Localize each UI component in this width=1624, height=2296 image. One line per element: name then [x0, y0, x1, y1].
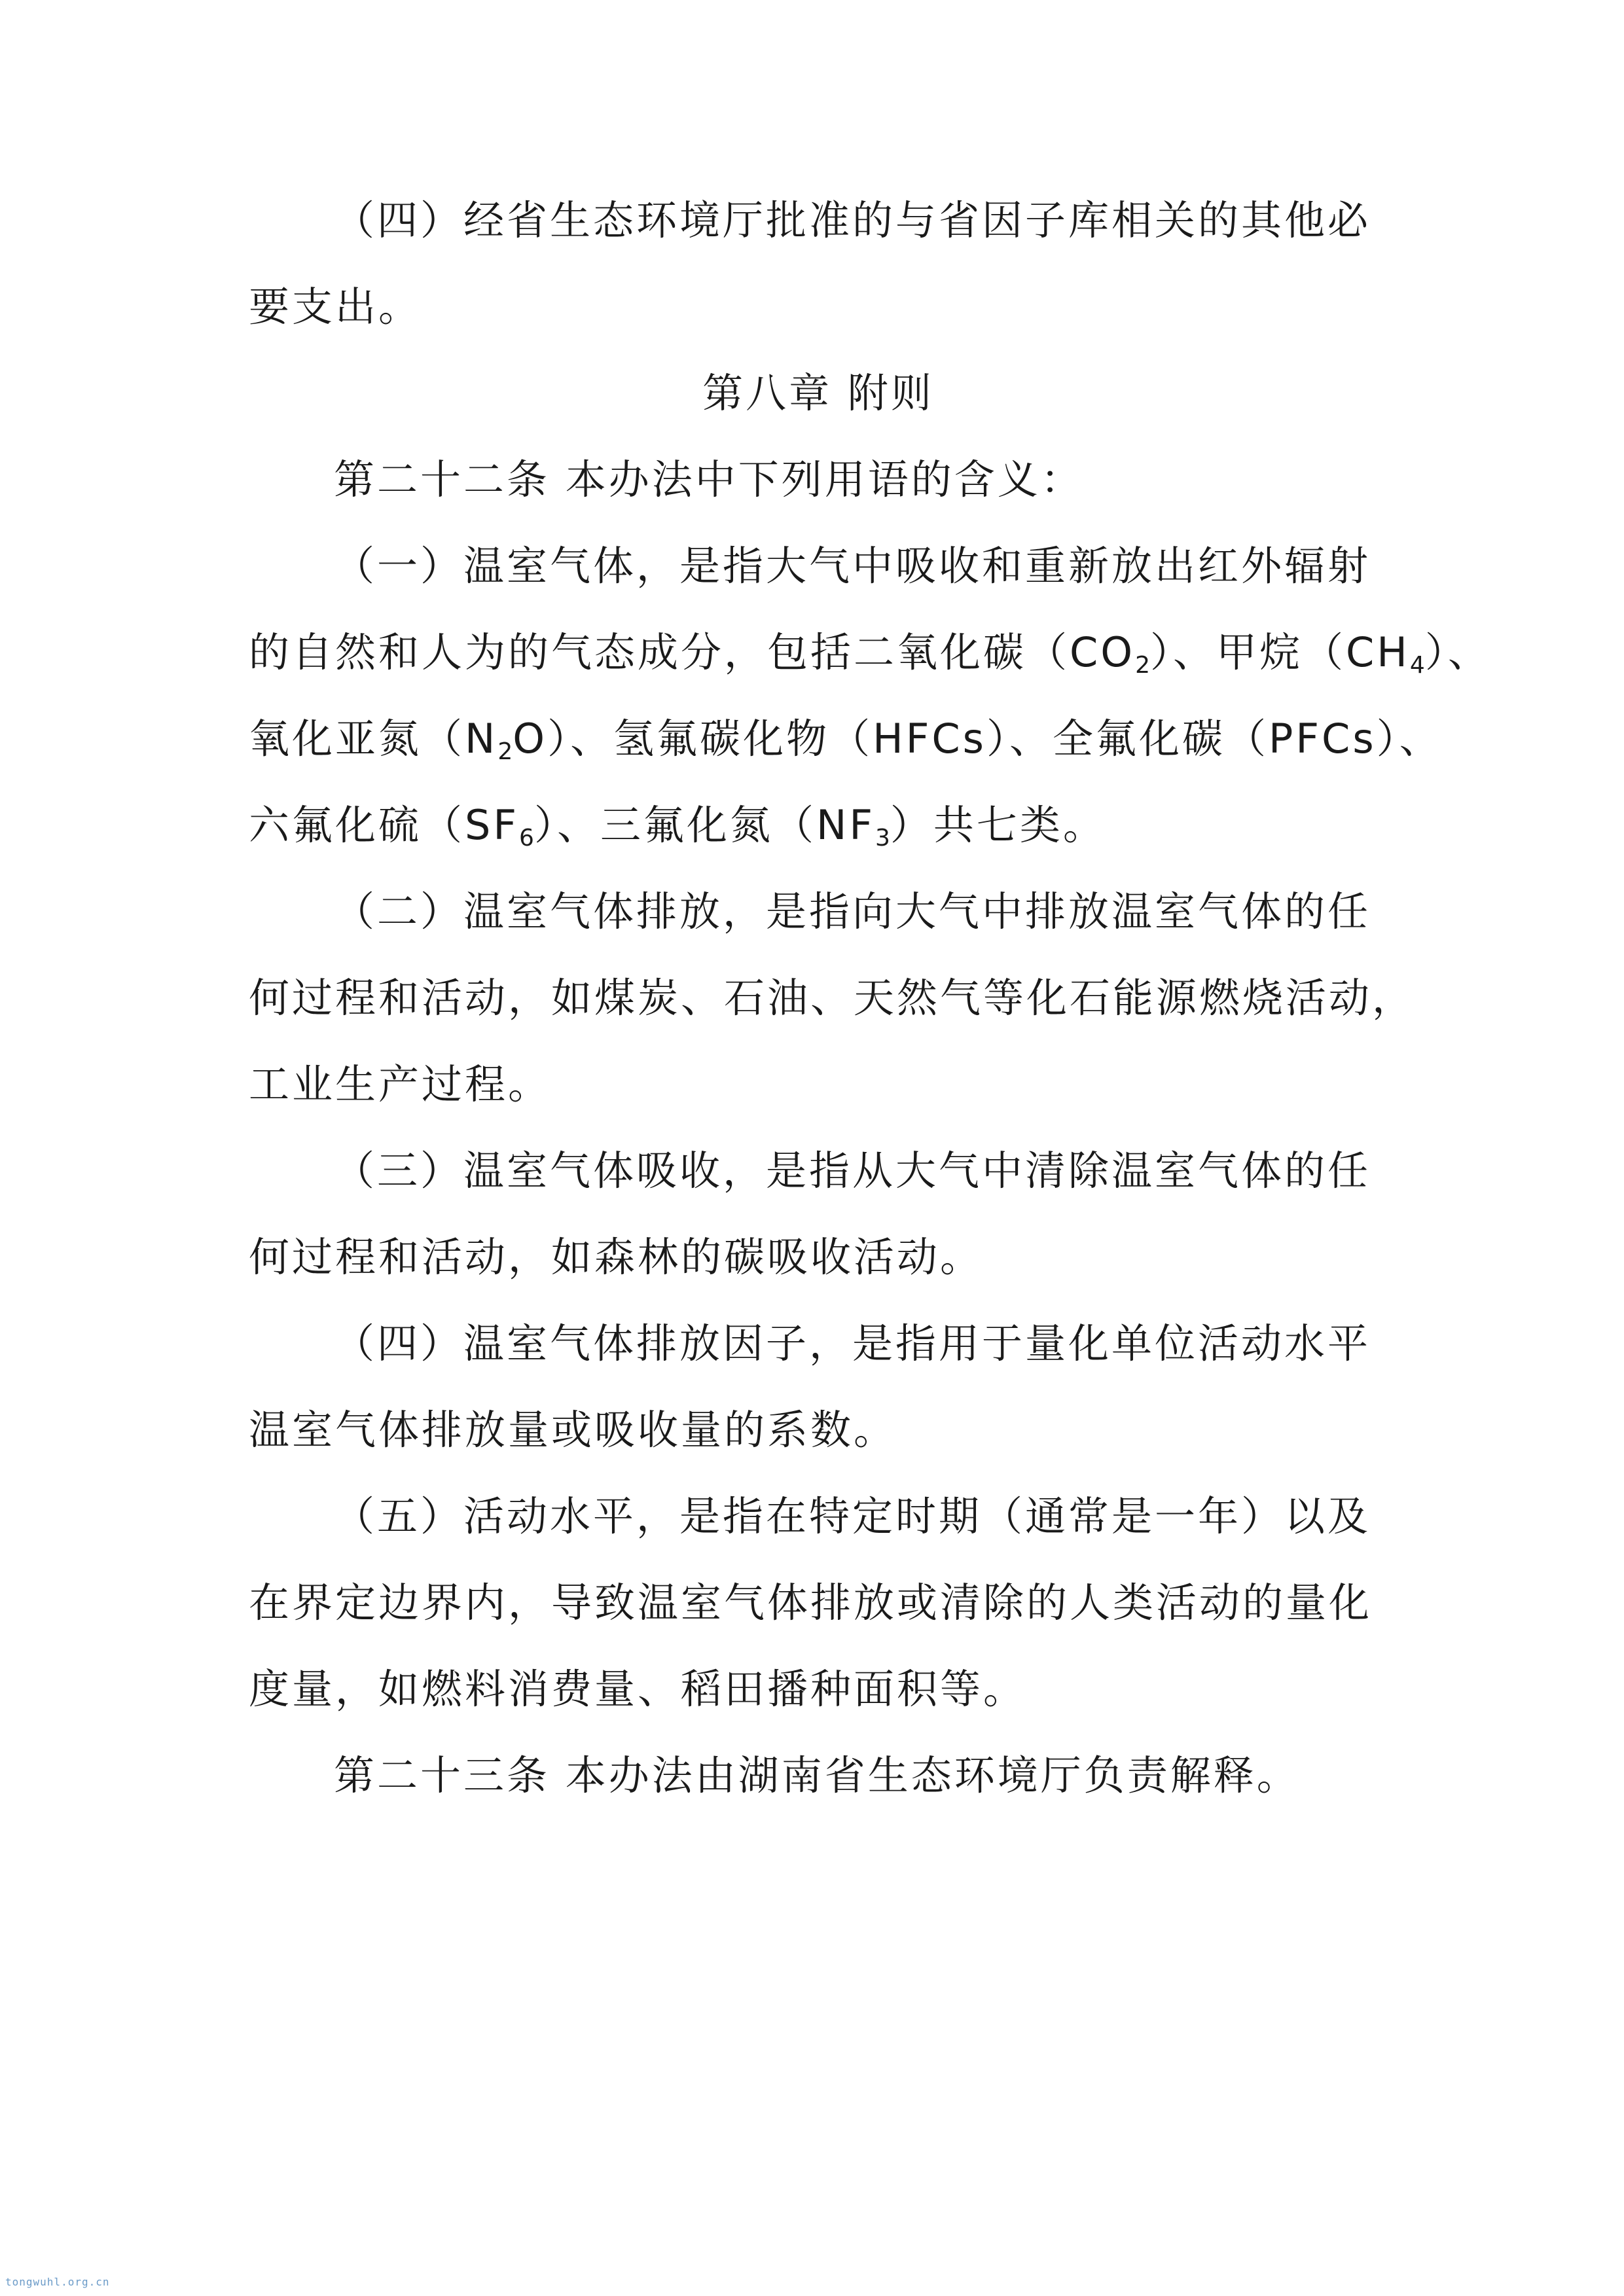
watermark: tongwuhl.org.cn — [5, 2276, 110, 2288]
definition-1-text: 的自然和人为的气态成分，包括二氧化碳（CO — [249, 628, 1136, 676]
definition-1-text: O）、氢氟碳化物（HFCs）、全氟化碳（PFCs）、 — [513, 715, 1443, 762]
definition-1-text: ）共七类。 — [890, 801, 1106, 849]
subscript: 2 — [1135, 652, 1150, 679]
definition-5-line-1: （五）活动水平，是指在特定时期（通常是一年）以及 — [334, 1492, 1371, 1540]
article-22: 第二十二条 本办法中下列用语的含义： — [334, 456, 1084, 503]
definition-1-text: ）、 — [1424, 628, 1491, 676]
definition-2-line-1: （二）温室气体排放，是指向大气中排放温室气体的任 — [334, 888, 1371, 935]
definition-2-line-2: 何过程和活动，如煤炭、石油、天然气等化石能源燃烧活动， — [249, 974, 1416, 1022]
definition-1-text: 六氟化硫（SF — [249, 801, 520, 849]
definition-1-line-2 — [249, 628, 1491, 679]
document-body — [249, 196, 1491, 1800]
paragraph-expense-4-line-1: （四）经省生态环境厅批准的与省因子库相关的其他必 — [334, 196, 1371, 244]
definition-3-line-2: 何过程和活动，如森林的碳吸收活动。 — [249, 1233, 984, 1281]
subscript: 3 — [875, 825, 890, 852]
chapter-title: 第八章 附则 — [702, 369, 934, 417]
subscript: 6 — [519, 825, 534, 852]
definition-1-text: ）、甲烷（CH — [1150, 628, 1410, 676]
definition-4-line-1: （四）温室气体排放因子，是指用于量化单位活动水平 — [334, 1319, 1371, 1367]
definition-1-text: 氧化亚氮（N — [249, 715, 498, 762]
definition-4-line-2: 温室气体排放量或吸收量的系数。 — [249, 1406, 897, 1454]
paragraph-expense-4-line-2: 要支出。 — [249, 283, 422, 331]
article-23: 第二十三条 本办法由湖南省生态环境厅负责解释。 — [334, 1751, 1300, 1799]
definition-5-line-3: 度量，如燃料消费量、稻田播种面积等。 — [249, 1665, 1027, 1713]
definition-5-line-2: 在界定边界内，导致温室气体排放或清除的人类活动的量化 — [249, 1579, 1373, 1626]
definition-1-line-3 — [249, 715, 1443, 765]
subscript: 4 — [1409, 652, 1425, 679]
definition-3-line-1: （三）温室气体吸收，是指从大气中清除温室气体的任 — [334, 1147, 1371, 1194]
definition-1-line-4 — [249, 801, 1388, 850]
definition-2-line-3: 工业生产过程。 — [249, 1060, 552, 1108]
subscript: 2 — [497, 738, 513, 765]
definition-1-line-1: （一）温室气体，是指大气中吸收和重新放出红外辐射 — [334, 542, 1371, 590]
definition-1-text: ）、三氟化氮（NF — [533, 801, 875, 849]
